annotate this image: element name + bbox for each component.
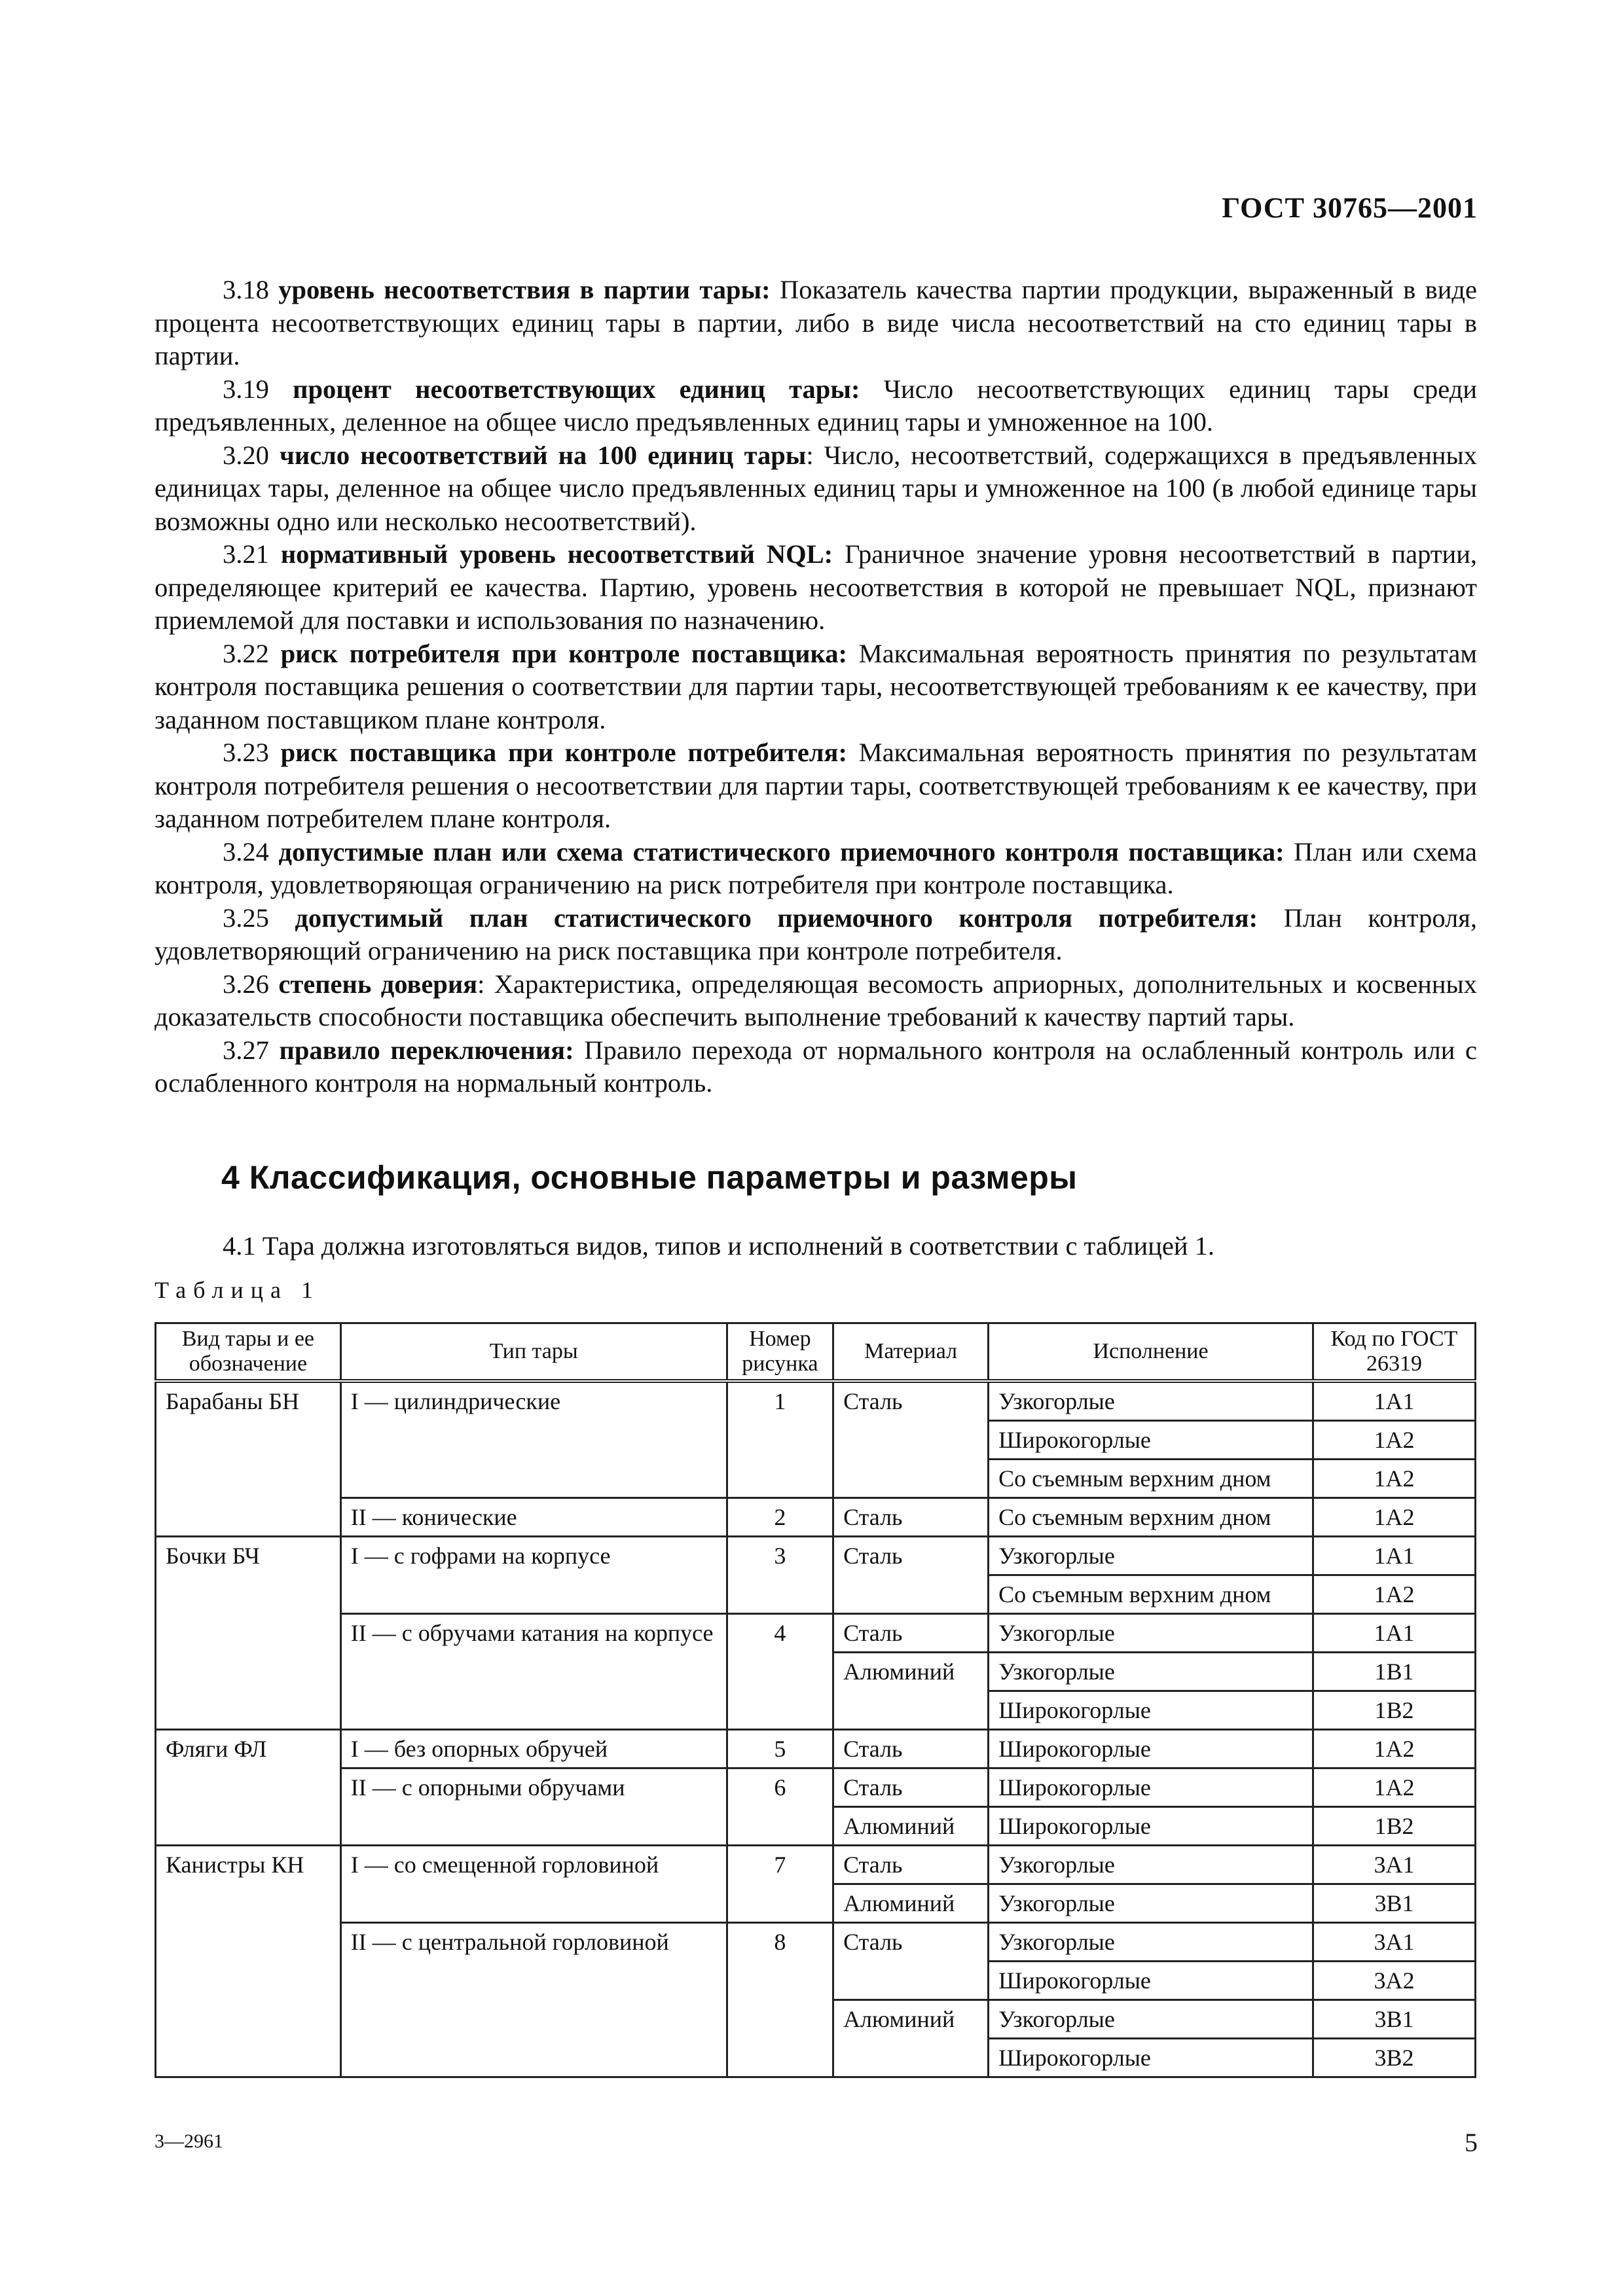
- cell-num: [727, 1807, 833, 1846]
- table-row: [156, 2039, 1476, 2077]
- cell-mat: Сталь: [833, 1381, 989, 1421]
- cell-kod: 3A1: [1313, 1923, 1475, 1962]
- table-row: [156, 1923, 1476, 1962]
- cell-mat: Алюминий: [833, 1653, 989, 1691]
- cell-mat: Сталь: [833, 1730, 989, 1768]
- cell-vid: [156, 1653, 341, 1691]
- table-row: [156, 1653, 1476, 1691]
- paragraph-3-27: 3.27 правило переключения: Правило перехода от нормального контроля на ослабленный контроль или с ослабленного контроля на нормальный контроль.: [155, 1035, 1478, 1098]
- cell-kod: 1B1: [1313, 1653, 1475, 1691]
- table-row: [156, 1962, 1476, 2000]
- cell-num: 7: [727, 1846, 833, 1884]
- table-row: [156, 1614, 1476, 1653]
- cell-num: [727, 1691, 833, 1730]
- table-row: [156, 1381, 1476, 1421]
- document-code: ГОСТ 30765—2001: [1222, 192, 1478, 224]
- cell-mat: [833, 1962, 989, 2000]
- header-num: Номер рисунка: [727, 1323, 833, 1382]
- cell-vid: Канистры КН: [156, 1846, 341, 1884]
- table-row: [156, 1421, 1476, 1460]
- cell-typ: [340, 1807, 727, 1846]
- cell-num: 2: [727, 1498, 833, 1537]
- cell-mat: [833, 1575, 989, 1614]
- cell-num: 3: [727, 1537, 833, 1575]
- cell-isp: Со съемным верхним дном: [989, 1460, 1313, 1498]
- cell-mat: Сталь: [833, 1923, 989, 1962]
- paragraph-4-1: 4.1 Тара должна изготовляться видов, типов и исполнений в соответствии с таблицей 1.: [223, 1231, 1215, 1261]
- cell-kod: 1A2: [1313, 1460, 1475, 1498]
- table-body: [156, 1381, 1476, 2077]
- cell-isp: Узкогорлые: [989, 1846, 1313, 1884]
- cell-mat: Алюминий: [833, 2000, 989, 2039]
- cell-kod: 1B2: [1313, 1807, 1475, 1846]
- cell-num: [727, 1575, 833, 1614]
- section-heading: 4 Классификация, основные параметры и размеры: [221, 1159, 1078, 1196]
- table-row: [156, 1846, 1476, 1884]
- cell-typ: [340, 1962, 727, 2000]
- cell-isp: Узкогорлые: [989, 1653, 1313, 1691]
- cell-vid: [156, 1807, 341, 1846]
- cell-kod: 3B2: [1313, 2039, 1475, 2077]
- cell-num: [727, 1653, 833, 1691]
- cell-isp: Узкогорлые: [989, 1537, 1313, 1575]
- cell-mat: Сталь: [833, 1498, 989, 1537]
- table-row: [156, 2000, 1476, 2039]
- cell-vid: [156, 1768, 341, 1807]
- cell-mat: Сталь: [833, 1537, 989, 1575]
- cell-kod: 1A2: [1313, 1498, 1475, 1537]
- cell-typ: I — без опорных обручей: [340, 1730, 727, 1768]
- cell-kod: 1A2: [1313, 1421, 1475, 1460]
- header-vid: Вид тары и ее обозначение: [156, 1323, 341, 1382]
- classification-table: [155, 1322, 1476, 2078]
- table-caption: Таблица 1: [155, 1277, 320, 1303]
- cell-typ: [340, 1575, 727, 1614]
- cell-num: 8: [727, 1923, 833, 1962]
- cell-isp: Широкогорлые: [989, 2039, 1313, 2077]
- cell-isp: Узкогорлые: [989, 1884, 1313, 1923]
- cell-isp: Узкогорлые: [989, 2000, 1313, 2039]
- paragraph-3-26: 3.26 степень доверия: Характеристика, определяющая весомость априорных, дополнительных и косвенных доказательств способности поставщика обеспечить выполнение требований к качеству партий тары.: [155, 969, 1477, 1031]
- cell-typ: I — цилиндрические: [340, 1381, 727, 1421]
- cell-vid: [156, 1421, 341, 1460]
- paragraph-3-18: 3.18 уровень несоответствия в партии тары: Показатель качества партии продукции, выраженный в виде процента несоответствующих единиц тары в партии, либо в виде числа несоответствий на сто единиц тары в партии.: [155, 275, 1477, 370]
- paragraph-3-24: 3.24 допустимые план или схема статистического приемочного контроля поставщика: План или схема контроля, удовлетворяющая ограничению на риск потребителя при контроле поставщика.: [155, 836, 1478, 899]
- cell-mat: Сталь: [833, 1614, 989, 1653]
- cell-mat: Сталь: [833, 1768, 989, 1807]
- paragraph-3-19: 3.19 процент несоответствующих единиц тары: Число несоответствующих единиц тары среди предъявленных, деленное на общее число предъявленных единиц тары и умноженное на 100.: [155, 374, 1478, 437]
- paragraph-3-20: 3.20 число несоответствий на 100 единиц тары: Число, несоответствий, содержащихся в предъявленных единицах тары, деленное на общее число предъявленных единиц тары и умноженное на 100 (в любой единице тары возможны одно или несколько несоответствий).: [155, 440, 1478, 536]
- table-row: [156, 1498, 1476, 1537]
- cell-typ: II — с опорными обручами: [340, 1768, 727, 1807]
- cell-mat: Алюминий: [833, 1807, 989, 1846]
- paragraph-3-22: 3.22 риск потребителя при контроле поставщика: Максимальная вероятность принятия по результатам контроля поставщика решения о соответствии для партии тары, несоответствующей требованиям к ее качеству, при заданном поставщиком плане контроля.: [155, 638, 1477, 734]
- cell-vid: Бочки БЧ: [156, 1537, 341, 1575]
- table-row: [156, 1537, 1476, 1575]
- cell-num: [727, 1460, 833, 1498]
- cell-isp: Широкогорлые: [989, 1807, 1313, 1846]
- cell-isp: Широкогорлые: [989, 1962, 1313, 2000]
- paragraph-3-25: 3.25 допустимый план статистического приемочного контроля потребителя: План контроля, удовлетворяющий ограничению на риск поставщика при контроле потребителя.: [155, 903, 1477, 965]
- cell-typ: [340, 1884, 727, 1923]
- cell-num: 4: [727, 1614, 833, 1653]
- cell-isp: Узкогорлые: [989, 1381, 1313, 1421]
- cell-vid: [156, 1575, 341, 1614]
- cell-num: 1: [727, 1381, 833, 1421]
- cell-num: [727, 1421, 833, 1460]
- cell-kod: 3A2: [1313, 1962, 1475, 2000]
- table-row: [156, 1575, 1476, 1614]
- table-header-row: [156, 1323, 1476, 1382]
- cell-isp: Широкогорлые: [989, 1421, 1313, 1460]
- cell-kod: 3B1: [1313, 1884, 1475, 1923]
- cell-typ: II — с центральной горловиной: [340, 1923, 727, 1962]
- cell-vid: [156, 1614, 341, 1653]
- cell-typ: [340, 1421, 727, 1460]
- cell-vid: Барабаны БН: [156, 1381, 341, 1421]
- paragraph-3-23: 3.23 риск поставщика при контроле потребителя: Максимальная вероятность принятия по результатам контроля потребителя решения о несоответствии для партии тары, соответствующей требованиям к ее качеству, при заданном потребителем плане контроля.: [155, 738, 1477, 833]
- cell-vid: [156, 2039, 341, 2077]
- table-row: [156, 1730, 1476, 1768]
- cell-typ: II — конические: [340, 1498, 727, 1537]
- cell-num: [727, 1962, 833, 2000]
- cell-typ: I — с гофрами на корпусе: [340, 1537, 727, 1575]
- cell-typ: I — со смещенной горловиной: [340, 1846, 727, 1884]
- cell-isp: Со съемным верхним дном: [989, 1498, 1313, 1537]
- table-row: [156, 1884, 1476, 1923]
- table-row: [156, 1460, 1476, 1498]
- table-row: [156, 1807, 1476, 1846]
- cell-kod: 1A2: [1313, 1730, 1475, 1768]
- cell-vid: [156, 1884, 341, 1923]
- cell-mat: Алюминий: [833, 1884, 989, 1923]
- cell-kod: 1B2: [1313, 1691, 1475, 1730]
- cell-isp: Узкогорлые: [989, 1614, 1313, 1653]
- table-row: [156, 1768, 1476, 1807]
- cell-mat: [833, 1421, 989, 1460]
- cell-typ: [340, 1653, 727, 1691]
- definitions-text: [155, 274, 1477, 1100]
- cell-kod: 3B1: [1313, 2000, 1475, 2039]
- cell-typ: [340, 1460, 727, 1498]
- cell-vid: [156, 1691, 341, 1730]
- cell-kod: 3A1: [1313, 1846, 1475, 1884]
- cell-mat: [833, 1460, 989, 1498]
- cell-vid: [156, 1498, 341, 1537]
- cell-num: 5: [727, 1730, 833, 1768]
- cell-kod: 1A2: [1313, 1575, 1475, 1614]
- cell-kod: 1A1: [1313, 1381, 1475, 1421]
- cell-typ: [340, 1691, 727, 1730]
- table-row: [156, 1691, 1476, 1730]
- header-mat: Материал: [833, 1323, 989, 1382]
- cell-vid: [156, 2000, 341, 2039]
- cell-typ: [340, 2000, 727, 2039]
- paragraph-3-21: 3.21 нормативный уровень несоответствий NQL: Граничное значение уровня несоответствий в партии, определяющее критерий ее качества. Партию, уровень несоответствия в которой не превышает NQL, признают приемлемой для поставки и использования по назначению.: [155, 539, 1477, 635]
- cell-kod: 1A1: [1313, 1537, 1475, 1575]
- cell-typ: II — с обручами катания на корпусе: [340, 1614, 727, 1653]
- cell-vid: [156, 1923, 341, 1962]
- header-kod: Код по ГОСТ 26319: [1313, 1323, 1475, 1382]
- cell-isp: Со съемным верхним дном: [989, 1575, 1313, 1614]
- cell-isp: Широкогорлые: [989, 1730, 1313, 1768]
- cell-vid: [156, 1460, 341, 1498]
- cell-mat: Сталь: [833, 1846, 989, 1884]
- cell-num: [727, 1884, 833, 1923]
- cell-num: [727, 2000, 833, 2039]
- page-number: 5: [1465, 2128, 1478, 2157]
- cell-num: 6: [727, 1768, 833, 1807]
- cell-mat: [833, 2039, 989, 2077]
- cell-vid: [156, 1962, 341, 2000]
- cell-mat: [833, 1691, 989, 1730]
- cell-kod: 1A1: [1313, 1614, 1475, 1653]
- cell-kod: 1A2: [1313, 1768, 1475, 1807]
- cell-typ: [340, 2039, 727, 2077]
- cell-isp: Широкогорлые: [989, 1768, 1313, 1807]
- cell-isp: Узкогорлые: [989, 1923, 1313, 1962]
- cell-num: [727, 2039, 833, 2077]
- cell-isp: Широкогорлые: [989, 1691, 1313, 1730]
- header-isp: Исполнение: [989, 1323, 1313, 1382]
- header-typ: Тип тары: [340, 1323, 727, 1382]
- footer-print-code: 3—2961: [155, 2130, 223, 2152]
- cell-vid: Фляги ФЛ: [156, 1730, 341, 1768]
